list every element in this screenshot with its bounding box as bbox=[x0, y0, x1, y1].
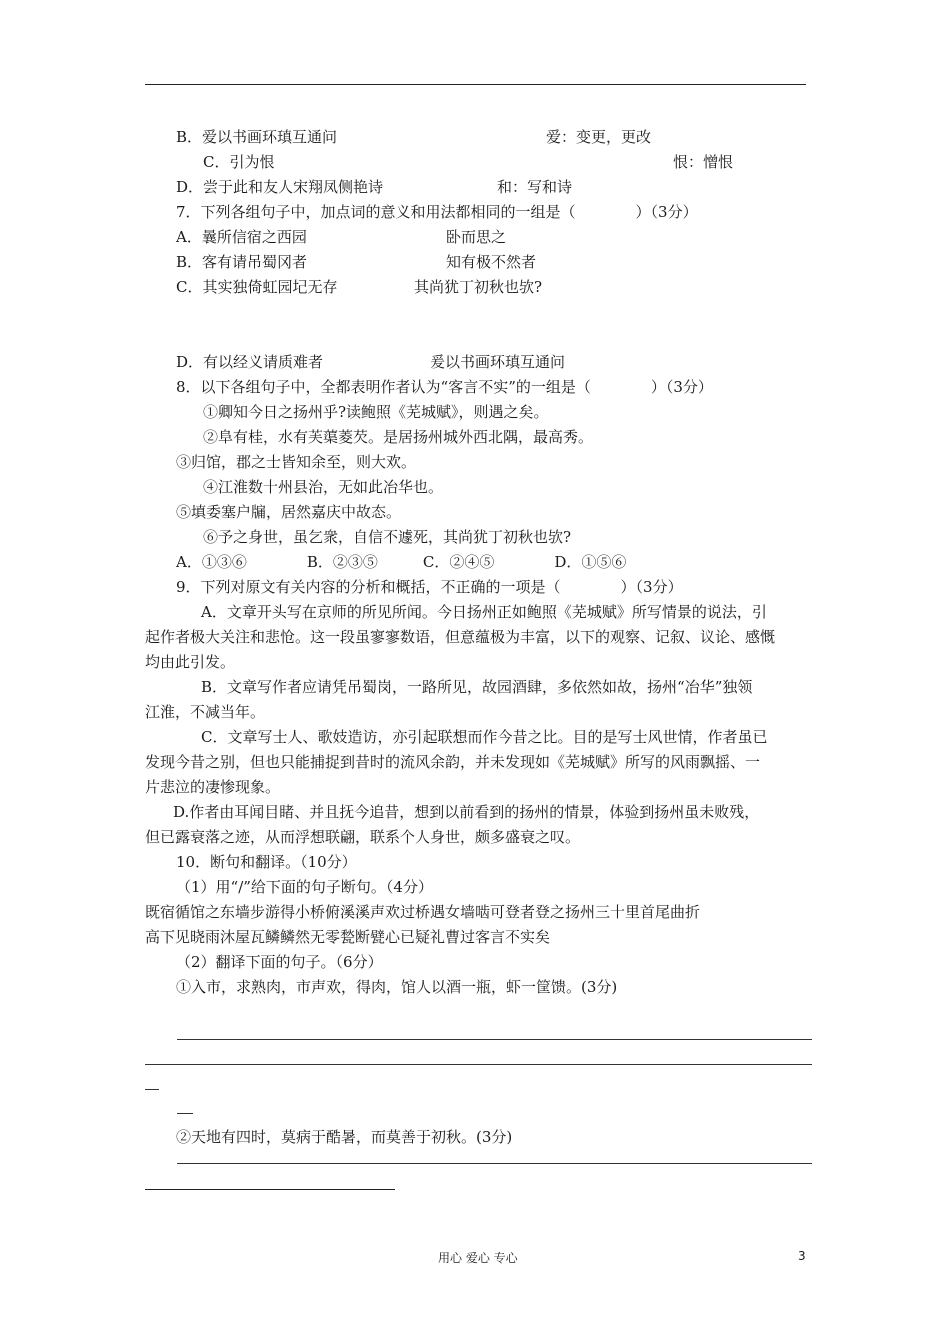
q6-option-d: D．尝于此和友人宋翔凤侧艳诗 bbox=[176, 178, 384, 196]
q8-stem: 8．以下各组句子中，全都表明作者认为“客言不实”的一组是（ ）（3分） bbox=[176, 378, 713, 396]
q10-part-2-prompt: （2）翻译下面的句子。（6分） bbox=[176, 953, 383, 971]
answer-line-4[interactable] bbox=[177, 1113, 193, 1114]
q7-option-c: C．其实独倚虹园圮无存 bbox=[176, 278, 338, 296]
q8-sentence-6: ⑥予之身世，虽乞衆，自信不遽死，其尚犹丁初秋也欤? bbox=[203, 528, 572, 546]
answer-line-3[interactable] bbox=[145, 1089, 159, 1090]
q9-option-d-line-2: 但已露衰落之迹，从而浮想联翩，联系个人身世，颇多盛衰之叹。 bbox=[145, 828, 581, 846]
q6-option-d-gloss: 和：写和诗 bbox=[497, 178, 573, 196]
q9-option-a-line-1: A．文章开头写在京师的所见所闻。今日扬州正如鲍照《芜城赋》所写情景的说法，引 bbox=[201, 603, 767, 621]
q9-option-c-line-2: 发现今昔之别，但也只能捕捉到昔时的流风余韵，并未发现如《芜城赋》所写的风雨飘摇、一 bbox=[145, 753, 761, 771]
q6-option-c: C．引为恨 bbox=[203, 153, 275, 171]
footnote-rule bbox=[145, 1189, 395, 1190]
q7-option-d-right: 爰以书画环瑱互通问 bbox=[430, 353, 566, 371]
q10-translate-1: ①入市，求熟肉，市声欢，得肉，馆人以酒一瓶，虾一筐馈。(3分) bbox=[176, 978, 618, 996]
q8-options: A．①③⑥ B．②③⑤ C．②④⑤ D．①⑤⑥ bbox=[176, 553, 627, 571]
q8-sentence-2: ②阜有桂，水有芙蕖菱芡。是居扬州城外西北隅，最高秀。 bbox=[203, 428, 594, 446]
q7-option-a: A．曩所信宿之西园 bbox=[176, 228, 307, 246]
answer-line-2[interactable] bbox=[145, 1064, 812, 1065]
q7-option-a-right: 卧而思之 bbox=[446, 228, 507, 246]
q8-sentence-1: ①卿知今日之扬州乎?读鲍照《芜城赋》，则遇之矣。 bbox=[203, 403, 549, 421]
q7-option-b: B．客有请吊蜀冈者 bbox=[176, 253, 308, 271]
footer-motto: 用心 爱心 专心 bbox=[438, 1251, 518, 1265]
q10-part-1-prompt: （1）用“/”给下面的句子断句。（4分） bbox=[176, 878, 433, 896]
q10-passage-line-1: 既宿循馆之东墙步游得小桥俯溪溪声欢过桥遇女墙啮可登者登之扬州三十里首尾曲折 bbox=[145, 903, 701, 921]
q8-sentence-3: ③归馆，郡之士皆知余至，则大欢。 bbox=[176, 453, 417, 471]
q7-stem: 7．下列各组句子中，加点词的意义和用法都相同的一组是（ ）（3分） bbox=[176, 203, 698, 221]
q6-option-b-gloss: 爱：变更，更改 bbox=[546, 128, 652, 146]
q7-option-d: D．有以经义请质难者 bbox=[176, 353, 324, 371]
q10-translate-2: ②天地有四时，莫病于酷暑，而莫善于初秋。(3分) bbox=[176, 1128, 513, 1146]
answer-line-1[interactable] bbox=[177, 1039, 812, 1040]
q6-option-c-gloss: 恨：憎恨 bbox=[673, 153, 734, 171]
q9-stem: 9．下列对原文有关内容的分析和概括，不正确的一项是（ ）（3分） bbox=[176, 578, 683, 596]
header-rule bbox=[145, 84, 806, 85]
q10-stem: 10．断句和翻译。（10分） bbox=[176, 853, 357, 871]
q9-option-d-line-1: D.作者由耳闻目睹、并且抚今追昔，想到以前看到的扬州的情景，体验到扬州虽未败残， bbox=[173, 803, 760, 821]
q9-option-b-line-1: B．文章写作者应请凭吊蜀岗，一路所见，故园酒肆，多依然如故，扬州“冶华”独领 bbox=[201, 678, 753, 696]
q7-option-c-right: 其尚犹丁初秋也欤? bbox=[414, 278, 543, 296]
q8-sentence-4: ④江淮数十州县治，无如此冶华也。 bbox=[203, 478, 444, 496]
q6-option-b: B．爱以书画环瑱互通问 bbox=[176, 128, 338, 146]
q9-option-a-line-2: 起作者极大关注和悲怆。这一段虽寥寥数语，但意蕴极为丰富，以下的观察、记叙、议论、感慨 bbox=[145, 628, 776, 646]
q9-option-a-line-3: 均由此引发。 bbox=[145, 653, 236, 671]
q9-option-b-line-2: 江淮，不减当年。 bbox=[145, 703, 266, 721]
page-number: 3 bbox=[798, 1249, 806, 1263]
q9-option-c-line-3: 片悲泣的凄惨现象。 bbox=[145, 778, 281, 796]
answer-line-5[interactable] bbox=[177, 1163, 812, 1164]
q9-option-c-line-1: C．文章写士人、歌妓造访，亦引起联想而作今昔之比。目的是写士风世情，作者虽已 bbox=[201, 728, 768, 746]
q7-option-b-right: 知有极不然者 bbox=[446, 253, 537, 271]
q10-passage-line-2: 高下见晓雨沐屋瓦鳞鳞然无零甃断甓心已疑礼曹过客言不实矣 bbox=[145, 928, 551, 946]
q8-sentence-5: ⑤填委塞户牖，居然嘉庆中故态。 bbox=[176, 503, 402, 521]
